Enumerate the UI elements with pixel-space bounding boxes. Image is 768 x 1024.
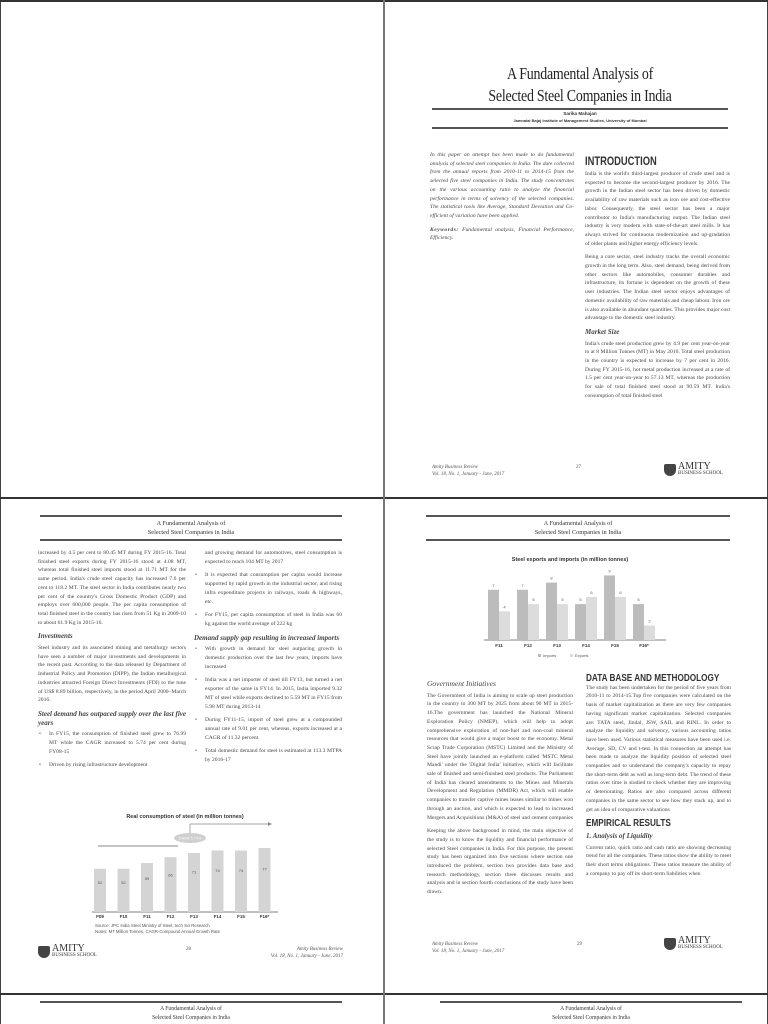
empirical-results-heading: EMPIRICAL RESULTS	[586, 817, 671, 830]
bullet-item: • Driven by rising infrastructure development	[38, 761, 186, 770]
shield-icon	[664, 938, 676, 950]
paragraph: The study has been undertaken for the period of five years from 2010-11 to 2014-15.Top five companies were calculated on the basis of market capitalization as there are very few companies having significant market capitalization. Selected companies are: TATA steel, Jindal, JSW, SAIL and RINL. In order to analyze the liquidity and solvency, various accounting ratios have been used. Various statistical measures have been used i.e. Average, SD, CV and t-test. In this connection an attempt has been made to analyze the liquidity position of selected steel companies and to understand the company's capacity to repay the short-term debt as well as long-term debt. The trend of these ratios over time is studied to check whether they are improving or deteriorating. Ratios are also compared across different companies in the same sector to see how they stack up, and to get an idea of comparative valuations	[586, 684, 731, 813]
journal-volume: Vol. 18, No. 1, January - June, 2017	[270, 954, 343, 959]
bar-exports	[615, 597, 626, 640]
journal-volume: Vol. 18, No. 1, January - June, 2017	[432, 949, 505, 954]
legend-swatch	[538, 654, 541, 657]
x-tick-label: F11	[495, 643, 503, 648]
x-tick-label: F16*	[639, 643, 649, 648]
x-tick-label: F16*	[259, 914, 270, 919]
running-header	[40, 519, 342, 537]
bar-exports	[557, 604, 568, 640]
demand-heading: Steel demand has outpaced supply over the last five years	[38, 709, 186, 727]
bullet-item: • Total domestic demand for steel is estimated at 113.3 MTPA by 2016-17	[194, 747, 342, 764]
market-size-heading: Market Size	[585, 327, 620, 336]
title-rule	[432, 127, 728, 129]
bar-imports	[488, 590, 499, 640]
logo-subtext: BUSINESS SCHOOL	[678, 945, 723, 950]
introduction-heading: INTRODUCTION	[585, 154, 657, 168]
bar-exports	[586, 597, 597, 640]
header-rule	[40, 515, 342, 517]
x-tick-label: F15	[237, 914, 245, 919]
shield-icon	[38, 946, 50, 958]
journal-name: Amity Business Review	[432, 465, 479, 470]
paragraph: Steel industry and its associated mining and metallurgy sectors have seen a number of major investments and developments in the recent past. According to the data released by Department of Industrial Policy and Promotion (DIPP), the Indian metallurgical industries attracted Foreign Direct Investments (FDI) to the tune of US$ 8.89 billion, respectively, in the period April 2000–March 2016.	[38, 645, 186, 704]
bar-value-label: 5	[532, 597, 535, 603]
bar-value-label: 9	[608, 568, 611, 574]
page-number: 28	[186, 947, 191, 952]
consumption-chart	[90, 822, 280, 922]
cagr-label: CAGR 5.74%	[178, 836, 202, 841]
arrow-head-icon	[268, 822, 272, 826]
amity-logo	[38, 944, 97, 959]
running-header-line: A Fundamental Analysis of	[543, 520, 613, 527]
bar	[165, 857, 177, 912]
bar-value-label: 66	[168, 872, 173, 878]
legend-label: Exports	[575, 653, 589, 658]
bullet-item: • India was a net importer of steel till FY13, but turned a net exporter of the same in FY14. In 2015, India imported 9.32 MT of steel while exports declined to 5.59 MT in FY15 from 5.98 MT during 2013-14	[194, 676, 342, 711]
bar	[118, 869, 130, 912]
author-affiliation: Jamnalal Bajaj Institute of Management Studies, University of Mumbai	[513, 118, 647, 123]
bar-value-label: 7	[521, 582, 524, 588]
chart-notes: Notes: MT Million Tonnes, CAGR-Compound Annual Growth Rate	[95, 929, 220, 934]
running-header-line: A Fundamental Analysis of	[560, 1005, 622, 1012]
footer-journal	[432, 941, 504, 955]
bar-value-label: 77	[262, 866, 267, 872]
legend-label: Imports	[543, 653, 557, 658]
x-tick-label: F13	[190, 914, 198, 919]
bar-imports	[604, 575, 615, 640]
gap-heading: Demand supply gap resulting in increased imports	[194, 633, 340, 642]
bullet-item: • With growth in demand for steel outpacing growth in domestic production over the last few years, imports have increased	[194, 645, 342, 671]
page-edge	[0, 0, 1, 1024]
bar	[212, 850, 224, 912]
bar-value-label: 5	[579, 597, 582, 603]
logo-subtext: BUSINESS SCHOOL	[678, 471, 723, 476]
bar-value-label: 52	[97, 879, 103, 885]
amity-logo	[664, 936, 723, 951]
x-tick-label: F10	[119, 914, 128, 919]
paragraph: Keeping the above background in mind, the main objective of the study is to know the liquidity and financial performance of selected Steel companies in India. For this purpose, the present study has been organized into five sections where section one introduced the problem, section two provides data base and research methodology, section three discusses results and analysis and in section fourth conclusions of the study have been drawn.	[427, 828, 573, 896]
bar-value-label: 8	[550, 575, 553, 581]
logo-text: AMITY	[52, 943, 85, 954]
x-tick-label: F09	[96, 914, 104, 919]
article-title-line2: Selected Steel Companies in India	[488, 86, 672, 105]
bar-value-label: 74	[238, 868, 244, 874]
header-rule	[40, 539, 342, 541]
bar-value-label: 6	[619, 589, 622, 595]
bar-value-label: 4	[503, 604, 506, 610]
chart-source: Source: JPC India Steel Ministry of Steel, tech Sci Research	[95, 923, 210, 928]
bar-value-label: 59	[144, 876, 150, 882]
bar-value-label: 5	[561, 597, 564, 603]
bullet-item: • It is expected that consumption per capita would increase supported by rapid growth in the industrial sector, and rising infra expenditure projects in railways, roads & highways, etc.	[194, 571, 342, 606]
running-header-line: Selected Steel Companies in India	[534, 529, 622, 536]
abstract-text: In this paper an attempt has been made to do fundamental analysis of selected steel companies in India. The date collected from the annual reports from 2010-11 to 2014-15 from the selected five steel companies in India. The study concentrates on the various accounting ratio to analyze the financial performance in terms of solvency of the selected companies. The statistical tools like Average, Standard Deviation and Co-efficient of variation have been applied.	[430, 152, 574, 219]
logo-subtext: BUSINESS SCHOOL	[52, 953, 97, 958]
header-rule	[426, 539, 730, 541]
page-number: 29	[577, 942, 582, 947]
paragraph: The Government of India is aiming to scale up steel production in the country to 300 MT by 2025 from about 90 MT in 2015-16.The government has launched the National Mineral Exploration Policy (NMEP), which will help to adopt comprehensive exploration of non-fuel and non-coal mineral resources that would give a major boost to the economy. Metal Scrap Trade Corporation (MSTC) Limited and the Ministry of Steel have jointly launched an e-platform called 'MSTC Metal Mandi' under the 'Digital India' initiative, which will facilitate sale of finished and semi-finished steel products. The Parliament of India has cleared amendments to the Mines and Minerals Development and Regulation (MMDR) Act, which will enable companies to transfer captive mines leases similar to mines won through an auction, and which is expected to lead to increased Mergers and Acquisitions (M&A) of steel and cement companies	[427, 692, 573, 821]
logo-text: AMITY	[678, 461, 711, 472]
page-gutter	[383, 0, 385, 1024]
running-header-line: Selected Steel Companies in India	[552, 1014, 630, 1021]
title-rule	[432, 108, 728, 110]
legend-swatch	[570, 654, 573, 657]
bar	[141, 863, 153, 912]
header-rule	[426, 515, 730, 517]
consumption-chart-title: Real consumption of steel (in million tonnes)	[126, 814, 244, 820]
shield-icon	[664, 464, 676, 476]
bar-value-label: 52	[121, 879, 126, 885]
bar-imports	[575, 604, 586, 640]
running-header	[426, 519, 730, 537]
x-tick-label: F14	[213, 914, 222, 919]
liquidity-heading: 1. Analysis of Liquidity	[586, 831, 653, 840]
bar-exports	[528, 604, 539, 640]
paragraph: increased by 4.5 per cent to 80.45 MT during FY 2015-16. Total finished steel exports during FY 2015-16 stood at 4.08 MT, whereas total finished steel imports stood at 11.71 MT for the same period. India's crude steel capacity has increased 7.6 per cent to 118.2 MT. The steel sector in India contributes nearly two per cent of the country's Gross Domestic Product (GDP) and employs over 600,000 people. The per capita consumption of total finished steel in the country has risen from 51 Kg in 2009-10 to about 61.9 Kg in 2015-16.	[38, 550, 186, 626]
methodology-heading: DATA BASE AND METHODOLOGY	[586, 672, 720, 684]
bar-exports	[644, 626, 655, 640]
header-rule	[40, 1001, 342, 1003]
running-header	[455, 1004, 727, 1022]
bar	[235, 850, 247, 912]
trade-chart	[480, 565, 670, 665]
x-tick-label: F15	[611, 643, 619, 648]
footer-journal	[240, 946, 343, 960]
page-number: 27	[576, 465, 581, 470]
journal-volume: Vol. 18, No. 1, January - June, 2017	[432, 472, 505, 477]
bullet-item: • In FY15, the consumption of finished steel grew to 76.99 MT while the CAGR increased to 5.74 per cent during FY08-15	[38, 730, 186, 756]
bar-imports	[517, 590, 528, 640]
government-initiatives-heading: Government Initiatives	[427, 679, 496, 688]
bar	[188, 853, 200, 912]
paragraph: Current ratio, quick ratio and cash ratio are showing decreasing trend for all the companies. These ratios show the ability to meet their short terms obligations. These ratios measure the ability of a company to pay off its short-term liabilities when	[586, 844, 731, 877]
bar	[94, 869, 106, 912]
bullet-item: • During FY11-15, import of steel grew at a compounded annual rate of 9.01 per cent, whereas, exports increased at a CAGR of 11.32 percent	[194, 716, 342, 742]
running-header-line: Selected Steel Companies in India	[147, 529, 235, 536]
bar-value-label: 71	[191, 869, 197, 875]
bar-imports	[633, 604, 644, 640]
bullet-item: • For FY15, per capita consumption of steel in India was 60 kg against the world average of 222 kg	[194, 611, 342, 628]
abstract	[430, 151, 574, 248]
investments-heading: Investments	[38, 632, 73, 641]
x-tick-label: F12	[524, 643, 532, 648]
keywords: Fundamental analysis, Financial Performance, Efficiency.	[430, 226, 575, 242]
running-header-line: A Fundamental Analysis of	[156, 520, 226, 527]
keywords-label: Keywords:	[430, 226, 459, 233]
x-tick-label: F11	[143, 914, 151, 919]
journal-name: Amity Business Review	[432, 942, 479, 947]
intro-paragraph: Being a core sector, steel industry tracks the overall economic growth in the long term. Also, steel demand, being derived from other sectors like automobiles, consumer durables and infrastructure, its fortune is dependent on the growth of these user industries. The Indian steel sector enjoys advantages of domestic availability of raw materials and cheap labour. Iron ore is also available in abundant quantities. This provides major cost advantage to the domestic steel industry.	[585, 254, 730, 322]
bar	[259, 848, 271, 912]
running-header-line: Selected Steel Companies in India	[152, 1014, 230, 1021]
bar-value-label: 5	[637, 597, 640, 603]
running-header-line: A Fundamental Analysis of	[160, 1005, 222, 1012]
paragraph: and growing demand for automotives, steel consumption is expected to reach 104 MT by 2017	[205, 550, 342, 565]
header-rule	[440, 1001, 742, 1003]
bar-exports	[499, 611, 510, 640]
bar-value-label: 2	[648, 618, 651, 624]
bar-value-label: 74	[215, 868, 220, 874]
x-tick-label: F14	[582, 643, 590, 648]
bar-value-label: 7	[492, 582, 495, 588]
amity-logo	[664, 462, 723, 477]
running-header	[55, 1004, 327, 1022]
article-title-line1: A Fundamental Analysis of	[506, 64, 654, 83]
journal-name: Amity Business Review	[296, 947, 343, 952]
x-tick-label: F13	[553, 643, 561, 648]
intro-paragraph: India is the world's third-largest producer of crude steel and is expected to become the second-largest producer by 2016. The growth in the Indian steel sector has been driven by domestic availability of raw materials such as iron ore and cost-effective labor. Consequently, the steel sector has been a major contributor to India's manufacturing output. The Indian steel industry is very modern with state-of-the-art steel mills. It has always strived for continuous modernization and up-gradation of older plants and higher energy efficiency levels.	[585, 171, 730, 247]
footer-journal	[432, 464, 504, 478]
market-size-paragraph: India's crude steel production grew by 4.9 per cent year-on-year to at 8 Million Tonnes (MT) in May 2016. Total steel production in the country is expected to increase by 7 per cent in 2016. During FY 2015-16, hot metal production increased at a rate of 1.5 per cent year-on-year to 57.13 MT, whereas the production for sale of total finished steel stood at 90.59 MT. India's consumption of total finished steel	[585, 340, 730, 399]
bar-imports	[546, 583, 557, 640]
bar-value-label: 6	[590, 589, 593, 595]
trade-chart-title: Steel exports and imports (in million tonnes)	[511, 557, 629, 563]
x-tick-label: F12	[166, 914, 175, 919]
logo-text: AMITY	[678, 935, 711, 946]
author-name: Sarika Mahajan	[563, 111, 597, 116]
